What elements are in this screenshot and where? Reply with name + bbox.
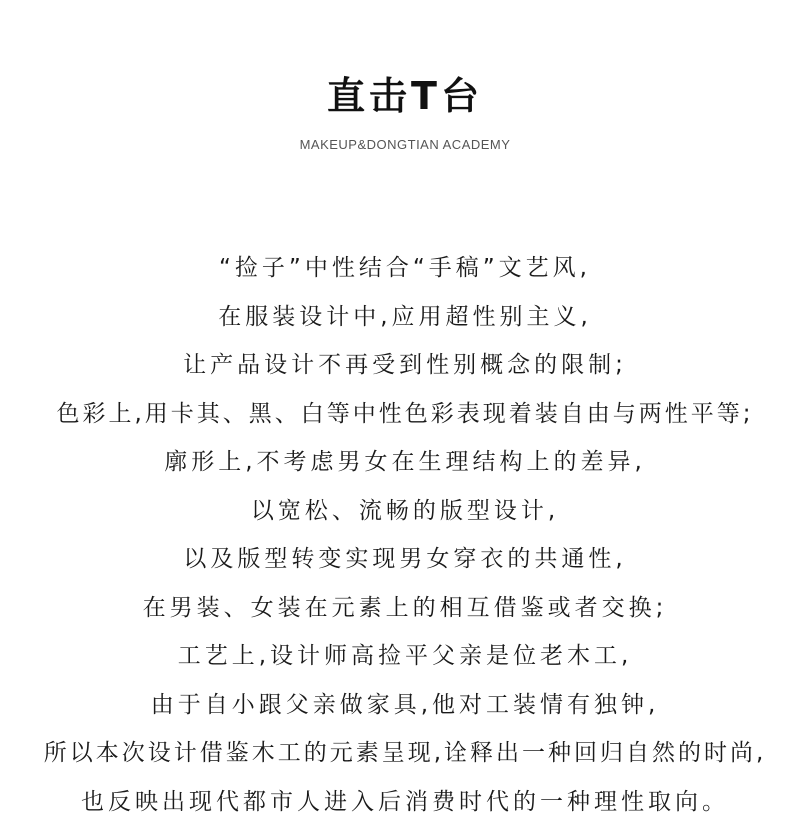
page-title: 直击T台	[327, 74, 483, 118]
text-line: 所以本次设计借鉴木工的元素呈现,诠释出一种回归自然的时尚,	[43, 740, 767, 766]
page-header	[0, 70, 810, 154]
text-line: 也反映出现代都市人进入后消费时代的一种理性取向。	[81, 788, 729, 815]
text-line: 以及版型转变实现男女穿衣的共通性,	[183, 546, 627, 572]
text-line: 廓形上,不考虑男女在生理结构上的差异,	[164, 449, 646, 475]
text-line: 在男装、女装在元素上的相互借鉴或者交换;	[142, 594, 668, 621]
article-body	[0, 244, 810, 826]
text-line: “捡子”中性结合“手稿”文艺风,	[219, 255, 591, 281]
text-line: 在服装设计中,应用超性别主义,	[218, 303, 592, 330]
text-line: 让产品设计不再受到性别概念的限制;	[183, 352, 627, 378]
page-subtitle: MAKEUP&DONGTIAN ACADEMY	[299, 137, 511, 152]
text-line: 以宽松、流畅的版型设计,	[250, 497, 560, 524]
text-line: 色彩上,用卡其、黑、白等中性色彩表现着装自由与两性平等;	[56, 400, 754, 427]
text-line: 工艺上,设计师高捡平父亲是位老木工,	[177, 643, 633, 669]
text-line: 由于自小跟父亲做家具,他对工装情有独钟,	[150, 691, 660, 718]
